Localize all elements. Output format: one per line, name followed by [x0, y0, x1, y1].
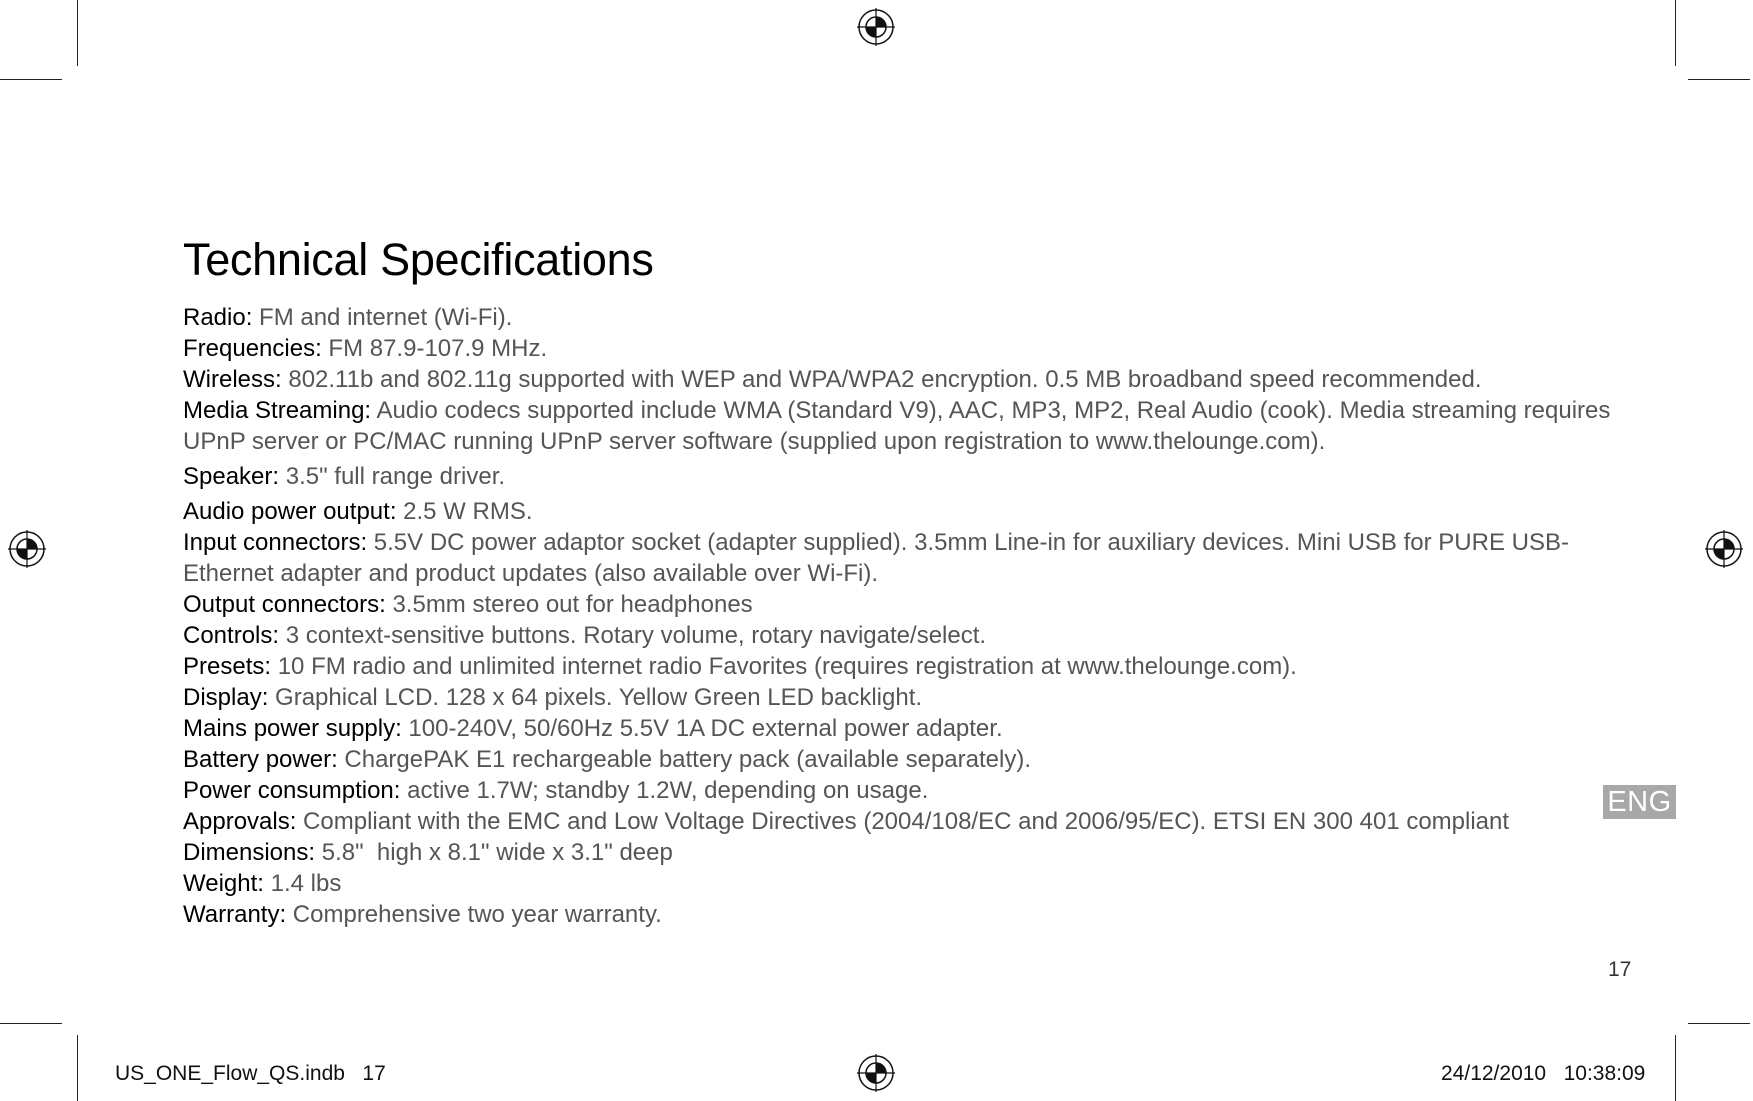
print-slug-timestamp: 24/12/2010 10:38:09: [1441, 1062, 1646, 1085]
spec-label: Radio:: [183, 304, 253, 331]
crop-mark-bottom-right-vertical: [1675, 1035, 1676, 1101]
spec-value: ChargePAK E1 rechargeable battery pack (available separately).: [337, 746, 1032, 773]
spec-item-radio: [183, 302, 1613, 333]
spec-label: Battery power:: [183, 746, 338, 773]
spec-item-presets: [183, 651, 1613, 682]
crop-mark-top-left-vertical: [77, 0, 78, 66]
spec-label: Wireless:: [183, 366, 282, 393]
crop-mark-bottom-right-horizontal: [1688, 1023, 1750, 1024]
crop-mark-bottom-left-horizontal: [0, 1023, 62, 1024]
spec-item-power-consumption: [183, 775, 1613, 806]
spec-item-dimensions: [183, 837, 1613, 868]
spec-value: 3.5mm stereo out for headphones: [385, 591, 753, 618]
spec-value: Comprehensive two year warranty.: [286, 901, 662, 928]
spec-label: Approvals:: [183, 808, 297, 835]
print-slug-filename: US_ONE_Flow_QS.indb 17: [115, 1062, 386, 1085]
spec-item-input-connectors: [183, 527, 1613, 589]
spec-item-speaker: [183, 461, 1613, 492]
spec-value: Audio codecs supported include WMA (Standard V9), AAC, MP3, MP2, Real Audio (cook). Media streaming requires UPnP server or PC/MAC running UPnP server software (supplied upon registration to www.thelounge.com).: [183, 397, 1611, 455]
spec-value: 3.5" full range driver.: [279, 463, 506, 490]
spec-item-wireless: [183, 364, 1613, 395]
spec-item-controls: [183, 620, 1613, 651]
spec-value: 802.11b and 802.11g supported with WEP and WPA/WPA2 encryption. 0.5 MB broadband speed recommended.: [281, 366, 1482, 393]
spec-item-audio-power-output: [183, 496, 1613, 527]
spec-label: Audio power output:: [183, 498, 397, 525]
spec-label: Frequencies:: [183, 335, 322, 362]
registration-mark-icon: [857, 1054, 895, 1092]
registration-mark-icon: [857, 8, 895, 46]
spec-label: Presets:: [183, 653, 272, 680]
spec-value: 1.4 lbs: [263, 870, 342, 897]
spec-label: Warranty:: [183, 901, 287, 928]
spec-item-warranty: [183, 899, 1613, 930]
spec-label: Controls:: [183, 622, 280, 649]
registration-mark-icon: [8, 530, 46, 568]
spec-value: Compliant with the EMC and Low Voltage Directives (2004/108/EC and 2006/95/EC). ETSI EN 300 401 compliant: [296, 808, 1510, 835]
spec-item-approvals: [183, 806, 1613, 837]
spec-label: Display:: [183, 684, 269, 711]
page-title: Technical Specifications: [183, 234, 654, 285]
spec-value: FM and internet (Wi-Fi).: [252, 304, 513, 331]
spec-label: Mains power supply:: [183, 715, 402, 742]
spec-value: FM 87.9-107.9 MHz.: [321, 335, 548, 362]
spec-list: [183, 302, 1613, 930]
spec-value: 2.5 W RMS.: [396, 498, 533, 525]
spec-item-frequencies: [183, 333, 1613, 364]
spec-label: Media Streaming:: [183, 397, 372, 424]
spec-item-mains-power-supply: [183, 713, 1613, 744]
spec-value: active 1.7W; standby 1.2W, depending on usage.: [400, 777, 929, 804]
crop-mark-bottom-left-vertical: [77, 1035, 78, 1101]
spec-item-battery-power: [183, 744, 1613, 775]
spec-value: 10 FM radio and unlimited internet radio Favorites (requires registration at www.thelounge.com).: [271, 653, 1297, 680]
spec-label: Dimensions:: [183, 839, 316, 866]
crop-mark-top-right-vertical: [1675, 0, 1676, 66]
spec-value: 5.8" high x 8.1" wide x 3.1" deep: [315, 839, 673, 866]
spec-item-output-connectors: [183, 589, 1613, 620]
spec-value: 3 context-sensitive buttons. Rotary volume, rotary navigate/select.: [279, 622, 987, 649]
spec-label: Input connectors:: [183, 529, 368, 556]
spec-item-display: [183, 682, 1613, 713]
spec-value: 100-240V, 50/60Hz 5.5V 1A DC external power adapter.: [401, 715, 1003, 742]
page-number: 17: [1608, 958, 1632, 981]
language-badge: ENG: [1603, 785, 1676, 819]
spec-item-media-streaming: [183, 395, 1613, 457]
spec-label: Output connectors:: [183, 591, 386, 618]
crop-mark-top-right-horizontal: [1688, 79, 1750, 80]
spec-label: Weight:: [183, 870, 264, 897]
spec-label: Power consumption:: [183, 777, 401, 804]
spec-value: Graphical LCD. 128 x 64 pixels. Yellow Green LED backlight.: [268, 684, 923, 711]
spec-value: 5.5V DC power adaptor socket (adapter supplied). 3.5mm Line-in for auxiliary devices. Mini USB for PURE USB-Ethernet adapter and product updates (also available over Wi-Fi).: [183, 529, 1569, 587]
crop-mark-top-left-horizontal: [0, 79, 62, 80]
spec-label: Speaker:: [183, 463, 280, 490]
registration-mark-icon: [1705, 530, 1743, 568]
spec-item-weight: [183, 868, 1613, 899]
